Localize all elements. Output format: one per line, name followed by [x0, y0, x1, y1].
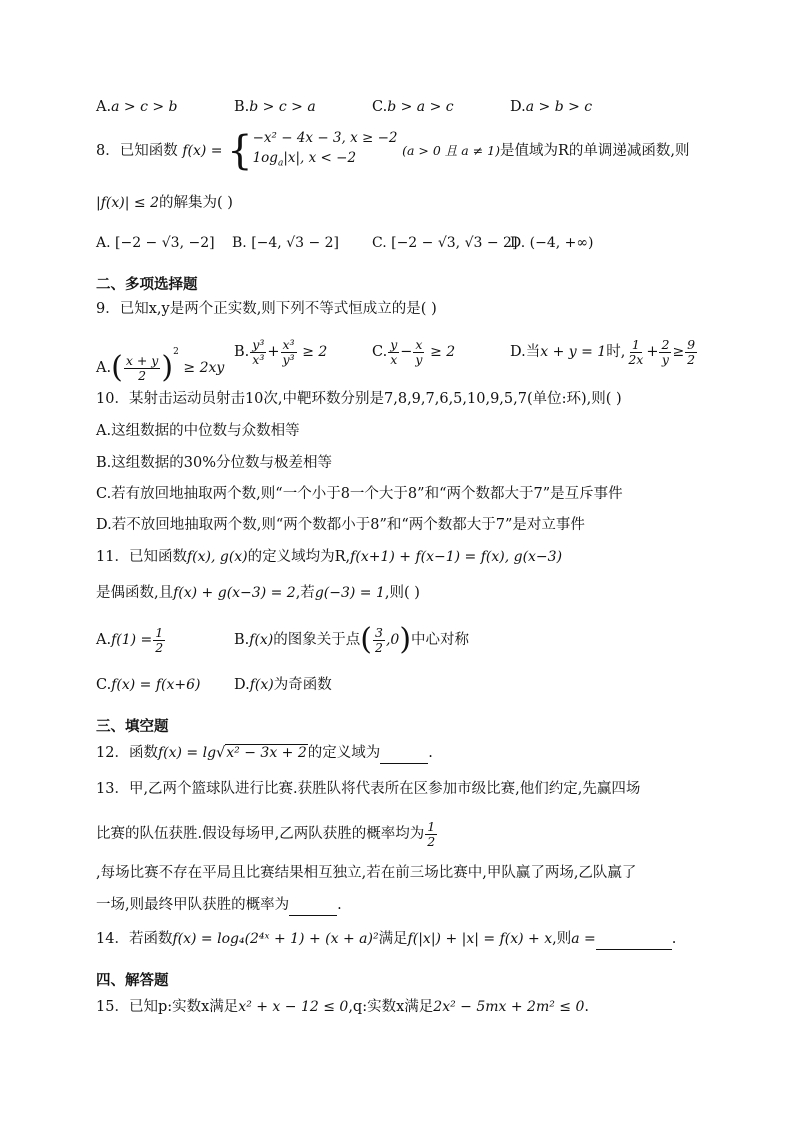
q8-option-d: D. (−4, +∞)	[510, 235, 594, 251]
q13-line-1: 13．甲,乙两个篮球队进行比赛.获胜队将代表所在区参加市级比赛,他们约定,先赢四场	[96, 781, 641, 797]
q9-option-a-label: A.	[96, 360, 112, 376]
q8-case-2-base: a	[277, 158, 284, 169]
q14-answer-blank[interactable]	[596, 935, 672, 950]
q14-stem: 14．若函数	[96, 931, 173, 947]
q8-option-b: B. [−4, √3 − 2]	[232, 235, 340, 251]
q11-option-b-text: 的图象关于点	[273, 632, 361, 648]
q11-line-1	[96, 546, 734, 568]
q11-option-c	[96, 674, 200, 696]
q11-domain: 的定义域均为R,	[247, 549, 351, 565]
q15-q-inequality: 2x² − 5mx + 2m² ≤ 0	[433, 999, 585, 1015]
question-8	[96, 128, 734, 174]
q11-option-d-text: 为奇函数	[273, 677, 332, 693]
q8-brace: {	[227, 128, 253, 174]
section-heading-multiple-choice: 二、多项选择题	[96, 277, 198, 293]
q9-option-b-label: B.	[234, 344, 250, 360]
q10-option-b: B.这组数据的30%分位数与极差相等	[96, 455, 332, 471]
q7-option-d: a > b > c	[525, 99, 593, 115]
q9-stem: 9．已知x,y是两个正实数,则下列不等式恒成立的是( )	[96, 301, 437, 317]
q12-stem: 12．函数	[96, 745, 158, 761]
q11-option-a: A.f(1) = $\frac{1}{2}$	[96, 624, 164, 655]
q11-even-text: 是偶函数,且	[96, 585, 174, 601]
q11-option-b-text2: 中心对称	[411, 632, 470, 648]
q11-options-ab	[96, 618, 734, 662]
q13-answer-blank[interactable]	[289, 901, 337, 916]
q9-option-d: D.当x + y = 1时, $\frac{1}{2x}$ + $\frac{2}{y}$ ≥ $\frac{9}{2}$	[510, 336, 696, 367]
q8-option-c: C. [−2 − √3, √3 − 2]	[372, 235, 518, 251]
q13-line-4	[96, 894, 734, 916]
q11-line-2	[96, 582, 734, 604]
q13-line-2: 比赛的队伍获胜.假设每场甲,乙两队获胜的概率均为 $\frac{1}{2}$	[96, 818, 436, 849]
q14-equation: f(|x|) + |x| = f(x) + x	[407, 931, 553, 947]
q12-function: f(x) = lg	[157, 745, 217, 761]
q11-option-c-label: C.	[96, 677, 112, 693]
q8-option-a: A. [−2 − √3, −2]	[96, 235, 215, 251]
q7-option-a-label: A.	[96, 99, 112, 115]
q7-option-b: b > c > a	[249, 99, 316, 115]
q9-option-c-label: C.	[372, 344, 388, 360]
q11-option-b-fx: f(x)	[249, 632, 274, 648]
q12-period: .	[428, 745, 433, 761]
q8-function-name: f(x) =	[182, 143, 223, 159]
q15-p-inequality: x² + x − 12 ≤ 0	[238, 999, 349, 1015]
q9-option-c: C. $\frac{y}{x}$ − $\frac{x}{y}$ ≥ 2	[372, 336, 456, 367]
q11-option-b: B.f(x)的图象关于点( $\frac{3}{2}$ ,0)中心对称	[234, 622, 470, 657]
q15-stem: 15．已知p:实数x满足	[96, 999, 239, 1015]
q11-option-a-label: A.	[96, 632, 112, 648]
q15-q-text: ,q:实数x满足	[348, 999, 434, 1015]
q8-case-1: −x² − 4x − 3, x ≥ −2	[252, 130, 398, 147]
q7-option-d-label: D.	[510, 99, 526, 115]
q11-equation: f(x+1) + f(x−1) = f(x), g(x−3)	[350, 549, 563, 565]
q11-option-d	[234, 674, 332, 696]
q13-line-3: ,每场比赛不存在平局且比赛结果相互独立,若在前三场比赛中,甲队赢了两场,乙队赢了	[96, 865, 637, 881]
q10-option-a: A.这组数据的中位数与众数相等	[96, 423, 300, 439]
q7-option-a: a > c > b	[111, 99, 178, 115]
q11-prompt: ,则( )	[384, 585, 420, 601]
q9-option-c-expr: ≥ 2	[430, 344, 456, 360]
question-12: 12．函数f(x) = lg√x² − 3x + 2的定义域为 .	[96, 742, 734, 764]
q9-option-b-expr: ≥ 2	[302, 344, 328, 360]
q11-option-c-expr: f(x) = f(x+6)	[111, 677, 201, 693]
q7-option-b-label: B.	[234, 99, 250, 115]
q9-options	[96, 330, 734, 385]
q9-option-d-mid: 时,	[606, 344, 626, 360]
q13-period: .	[337, 897, 342, 913]
q13-probability-text: 比赛的队伍获胜.假设每场甲,乙两队获胜的概率均为	[96, 826, 425, 842]
q8-condition: (a > 0 且 a ≠ 1)	[402, 143, 500, 158]
q9-option-d-cond: x + y = 1	[540, 344, 607, 360]
section-heading-problems: 四、解答题	[96, 973, 169, 989]
q9-option-d-ge: ≥	[672, 344, 685, 360]
q10-option-d: D.若不放回地抽取两个数,则“两个数都小于8”和“两个数都大于7”是对立事件	[96, 517, 585, 533]
q11-value: g(−3) = 1	[314, 585, 385, 601]
q8-case-2: |x|, x < −2	[283, 150, 357, 167]
q11-option-d-label: D.	[234, 677, 250, 693]
q9-option-a: A.( $\frac{x + y}{2}$ )$^2$ ≥ 2xy	[96, 347, 225, 385]
q14-then: ,则	[552, 931, 572, 947]
q8-line-2	[96, 192, 734, 214]
q11-stem: 11．已知函数	[96, 549, 187, 565]
question-14	[96, 928, 734, 950]
q11-if: ,若	[295, 585, 315, 601]
q8-stem: 8．已知函数	[96, 143, 178, 159]
q9-option-b: B. $\frac{\text{y³}}{\text{x³}}$ + $\frac{\text{x³}}{\text{y³}}$ ≥ 2	[234, 336, 328, 367]
q12-radicand: x² − 3x + 2	[226, 745, 307, 761]
q7-option-c: b > a > c	[387, 99, 454, 115]
q9-option-a-expr: ≥ 2xy	[183, 360, 225, 376]
q14-satisfies: 满足	[378, 931, 408, 947]
q11-option-d-fx: f(x)	[249, 677, 274, 693]
q8-case-2-log: 1og	[252, 150, 278, 167]
q11-sum-eq: f(x) + g(x−3) = 2	[173, 585, 296, 601]
q11-option-b-label: B.	[234, 632, 250, 648]
q13-prompt: 一场,则最终甲队获胜的概率为	[96, 897, 290, 913]
q12-answer-blank[interactable]	[380, 749, 428, 764]
question-15	[96, 996, 734, 1018]
q12-prompt: 的定义域为	[307, 745, 381, 761]
q10-option-c: C.若有放回地抽取两个数,则“一个小于8一个大于8”和“两个数都大于7”是互斥事件	[96, 486, 623, 502]
q7-option-c-label: C.	[372, 99, 388, 115]
q8-stem-tail: 是值域为R的单调递减函数,则	[499, 143, 690, 159]
q8-solution-prompt: 的解集为( )	[158, 195, 233, 211]
section-heading-fill-in: 三、填空题	[96, 719, 169, 735]
q8-inequality: |f(x)| ≤ 2	[96, 195, 159, 211]
q11-option-a-expr: f(1) =	[111, 632, 153, 648]
q14-function: f(x) = log₄(2⁴ˣ + 1) + (x + a)²	[172, 931, 379, 947]
q15-period: .	[584, 999, 589, 1015]
q10-stem: 10．某射击运动员射击10次,中靶环数分别是7,8,9,7,6,5,10,9,5,7(单位:环),则( )	[96, 391, 622, 407]
q14-period: .	[671, 931, 677, 947]
q14-variable: a =	[571, 931, 596, 947]
q8-cases	[253, 128, 398, 174]
q9-option-d-label: D.当	[510, 344, 541, 360]
q11-functions: f(x), g(x)	[186, 549, 248, 565]
